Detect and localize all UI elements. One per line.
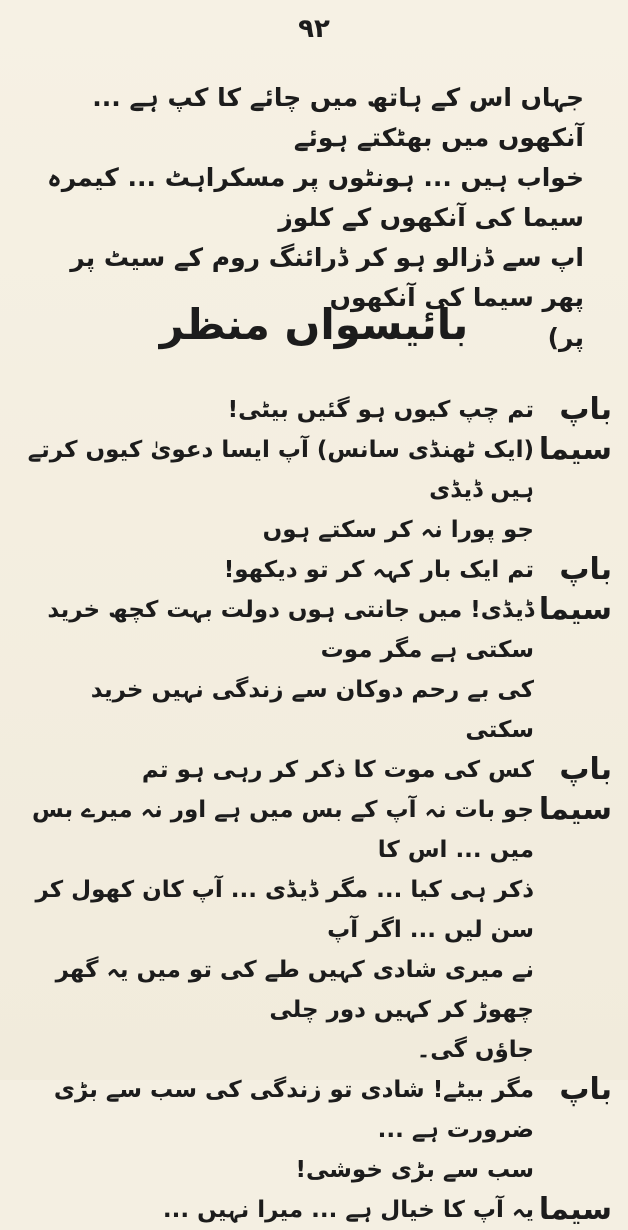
speech-line: تم ایک بار کہہ کر تو دیکھو! [223, 557, 534, 583]
speech [22, 1190, 534, 1230]
dialogue-turn [22, 1190, 612, 1230]
speech-line: جو بات نہ آپ کے بس میں ہے اور نہ میرے بس میں ... اس کا [32, 797, 534, 863]
speaker-name: سیما [538, 792, 612, 827]
speech-line: ڈیڈی! میں جانتی ہوں دولت بہت کچھ خرید سکتی ہے مگر موت [47, 597, 534, 663]
speech-line: نے میری شادی کہیں طے کی تو میں یہ گھر چھوڑ کر کہیں دور چلی [55, 957, 534, 1023]
speech-line: یہ آپ کا خیال ہے ... میرا نہیں ... [162, 1197, 534, 1223]
dialogue-turn [22, 550, 612, 590]
speaker-name: سیما [538, 1192, 612, 1227]
speech [22, 1070, 534, 1190]
speech-line: جاؤں گی۔ [416, 1037, 534, 1063]
speech [22, 590, 534, 750]
speaker-name: باپ [559, 392, 612, 427]
scene-title: بائیسواں منظر [159, 300, 469, 349]
speech [22, 390, 534, 430]
speech [22, 550, 534, 590]
prose-line: پر) [547, 323, 584, 352]
page-number: ۹۲ [298, 14, 330, 44]
speaker-name: سیما [538, 592, 612, 627]
speaker-name: سیما [538, 432, 612, 467]
speech [22, 790, 534, 1070]
dialogue-turn [22, 750, 612, 790]
speech-line: کس کی موت کا ذکر کر رہی ہو تم [141, 757, 534, 783]
speech-line: کی بے رحم دوکان سے زندگی نہیں خرید سکتی [90, 677, 534, 743]
speaker-name: باپ [559, 552, 612, 587]
speech-line: مگر بیٹے! شادی تو زندگی کی سب سے بڑی ضرورت ہے ... [53, 1077, 534, 1143]
speaker-name: باپ [559, 752, 612, 787]
dialogue-turn [22, 390, 612, 430]
dialogue-turn [22, 1070, 612, 1190]
speaker-name: باپ [559, 1072, 612, 1107]
dialogue-turn [22, 790, 612, 1070]
speech-line: ذکر ہی کیا ... مگر ڈیڈی ... آپ کان کھول کر سن لیں ... اگر آپ [35, 877, 534, 943]
dialogue [22, 390, 612, 1230]
speech-line: (ایک ٹھنڈی سانس) آپ ایسا دعویٰ کیوں کرتے ہیں ڈیڈی [27, 437, 534, 503]
speech-line: جو پورا نہ کر سکتے ہوں [262, 517, 534, 543]
dialogue-turn [22, 430, 612, 550]
prose-line: اپ سے ڈزالو ہو کر ڈرائنگ روم کے سیٹ پر پھر سیما کی آنکھوں [70, 243, 584, 312]
dialogue-turn [22, 590, 612, 750]
speech [22, 750, 534, 790]
prose-line: خواب ہیں ... ہونٹوں پر مسکراہٹ ... کیمرہ سیما کی آنکھوں کے کلوز [47, 163, 584, 232]
prose-line: جہاں اس کے ہاتھ میں چائے کا کپ ہے ... آنکھوں میں بھٹکتے ہوئے [92, 83, 584, 152]
speech-line: سب سے بڑی خوشی! [295, 1157, 534, 1183]
speech [22, 430, 534, 550]
speech-line: تم چپ کیوں ہو گئیں بیٹی! [227, 397, 534, 423]
